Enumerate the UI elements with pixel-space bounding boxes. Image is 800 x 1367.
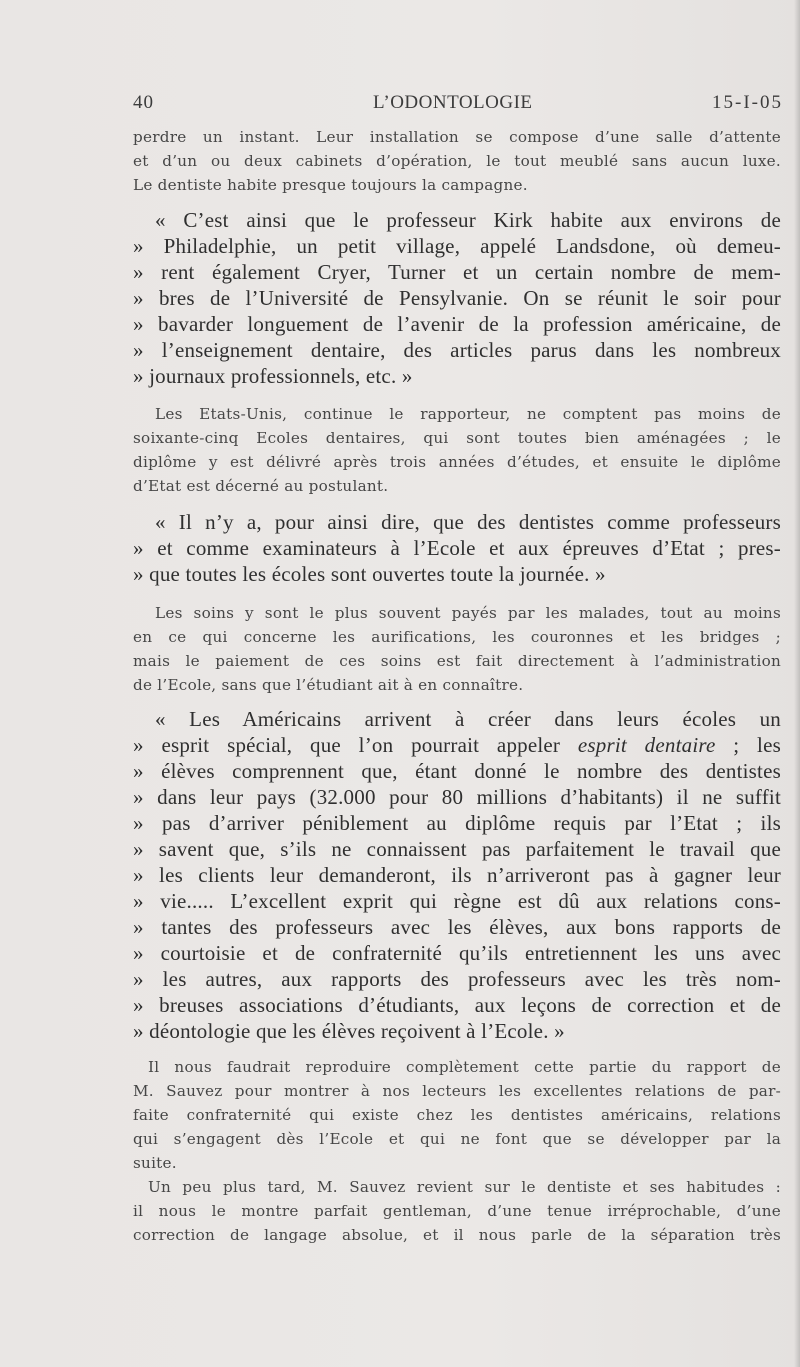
text-line: Les Etats-Unis, continue le rapporteur, ne comptent pas moins de <box>155 405 781 423</box>
text-line: suite. <box>133 1154 177 1172</box>
quote-line: » vie..... L’excellent exprit qui règne est dû aux relations cons- <box>133 889 781 913</box>
text-line: Il nous faudrait reproduire complètement cette partie du rapport de <box>148 1058 781 1076</box>
text-line: qui s’engagent dès l’Ecole et qui ne font que se développer par la <box>133 1130 781 1148</box>
journal-title: L’ODONTOLOGIE <box>373 92 533 113</box>
text-line: Les soins y sont le plus souvent payés par les malades, tout au moins <box>155 604 781 622</box>
quote-line: « Il n’y a, pour ainsi dire, que des dentistes comme professeurs <box>155 510 781 534</box>
text-line: de l’Ecole, sans que l’étudiant ait à en connaître. <box>133 676 524 694</box>
quote-line: » esprit spécial, que l’on pourrait appeler esprit dentaire ; les <box>133 733 781 757</box>
quote-line: « C’est ainsi que le professeur Kirk habite aux environs de <box>155 208 781 232</box>
quote-line: » dans leur pays (32.000 pour 80 millions d’habitants) il ne suffit <box>133 785 781 809</box>
quote-line: » courtoisie et de confraternité qu’ils entretiennent les uns avec <box>133 941 781 965</box>
page-edge-shadow <box>794 0 800 1367</box>
quote-line: » Philadelphie, un petit village, appelé Landsdone, où demeu- <box>133 234 781 258</box>
page-number: 40 <box>133 92 154 113</box>
quote-line: » élèves comprennent que, étant donné le nombre des dentistes <box>133 759 781 783</box>
text-line: Le dentiste habite presque toujours la campagne. <box>133 176 528 194</box>
quote-line: » breuses associations d’étudiants, aux leçons de correction et de <box>133 993 781 1017</box>
text-line: correction de langage absolue, et il nous parle de la séparation très <box>133 1226 781 1244</box>
text-line: d’Etat est décerné au postulant. <box>133 477 389 495</box>
quote-line: » journaux professionnels, etc. » <box>133 364 413 388</box>
text-line: soixante-cinq Ecoles dentaires, qui sont toutes bien aménagées ; le <box>133 429 781 447</box>
quote-line: » bres de l’Université de Pensylvanie. On se réunit le soir pour <box>133 286 781 310</box>
quote-line: « Les Américains arrivent à créer dans leurs écoles un <box>155 707 781 731</box>
quote-line: » pas d’arriver péniblement au diplôme requis par l’Etat ; ils <box>133 811 781 835</box>
quote-line: » l’enseignement dentaire, des articles parus dans les nombreux <box>133 338 781 362</box>
text-line: M. Sauvez pour montrer à nos lecteurs les excellentes relations de par- <box>133 1082 781 1100</box>
text-line: mais le paiement de ces soins est fait directement à l’administration <box>133 652 781 670</box>
quote-line: » déontologie que les élèves reçoivent à l’Ecole. » <box>133 1019 565 1043</box>
text-line: diplôme y est délivré après trois années d’études, et ensuite le diplôme <box>133 453 781 471</box>
text-line: en ce qui concerne les aurifications, les couronnes et les bridges ; <box>133 628 781 646</box>
quote-line: » que toutes les écoles sont ouvertes toute la journée. » <box>133 562 606 586</box>
issue-date: 15-I-05 <box>712 92 783 113</box>
emphasis-text: esprit dentaire <box>577 733 716 757</box>
text-line: perdre un instant. Leur installation se compose d’une salle d’attente <box>133 128 781 146</box>
text-line: et d’un ou deux cabinets d’opération, le tout meublé sans aucun luxe. <box>133 152 781 170</box>
quote-line: » tantes des professeurs avec les élèves, aux bons rapports de <box>133 915 781 939</box>
quote-line: » savent que, s’ils ne connaissent pas parfaitement le travail que <box>133 837 781 861</box>
quote-line: » bavarder longuement de l’avenir de la profession américaine, de <box>133 312 781 336</box>
text-line: Un peu plus tard, M. Sauvez revient sur le dentiste et ses habitudes : <box>148 1178 781 1196</box>
quote-line: » les clients leur demanderont, ils n’arriveront pas à gagner leur <box>133 863 781 887</box>
running-header <box>133 92 783 118</box>
quote-line: » rent également Cryer, Turner et un certain nombre de mem- <box>133 260 781 284</box>
quote-line: » les autres, aux rapports des professeurs avec les très nom- <box>133 967 781 991</box>
text-line: faite confraternité qui existe chez les dentistes américains, relations <box>133 1106 781 1124</box>
quote-line: » et comme examinateurs à l’Ecole et aux épreuves d’Etat ; pres- <box>133 536 781 560</box>
text-line: il nous le montre parfait gentleman, d’une tenue irréprochable, d’une <box>133 1202 781 1220</box>
